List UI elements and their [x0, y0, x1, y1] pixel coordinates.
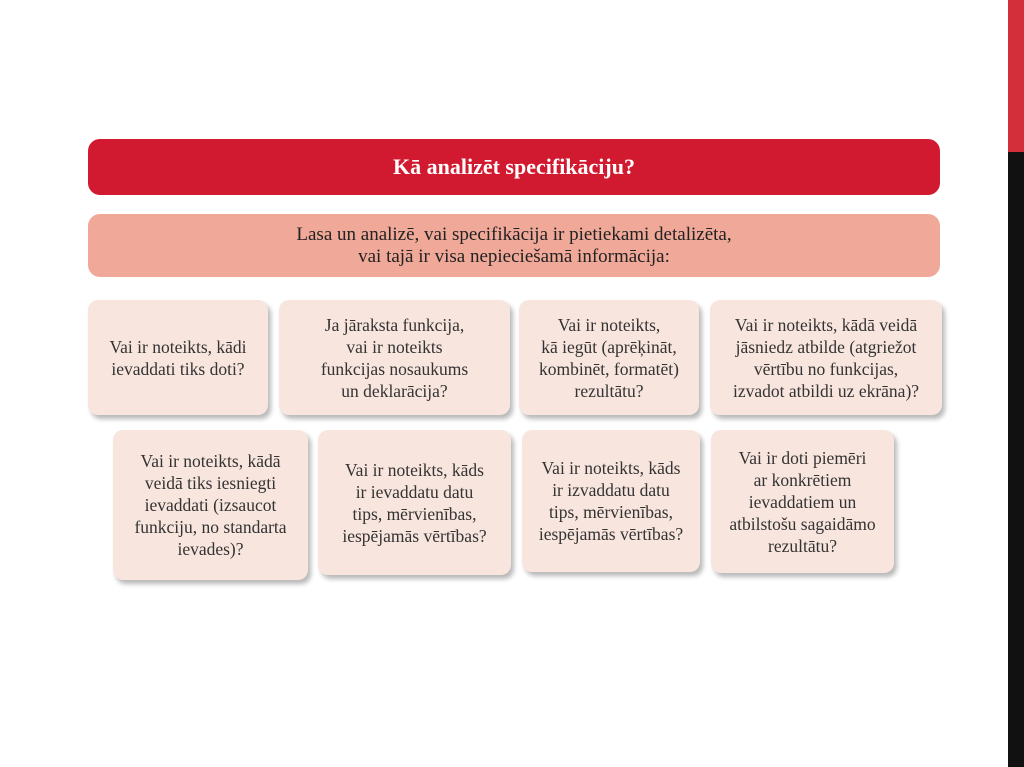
card-line: izvadot atbildi uz ekrāna)? — [732, 380, 920, 401]
card-line: ievades)? — [177, 539, 244, 559]
card-line: tips, mērvienības, — [549, 502, 673, 522]
slide-title-bar — [88, 139, 940, 195]
card-line: Vai ir noteikts, — [557, 314, 661, 335]
card-line: rezultātu? — [768, 535, 837, 556]
card-line: ir izvaddatu datu — [552, 480, 670, 500]
card-line: iespējamās vērtības? — [538, 524, 684, 544]
slide-edge-accent-black — [1008, 152, 1024, 767]
card-line: ievaddatiem un — [748, 491, 857, 512]
card-line: vērtību no funkcijas, — [753, 358, 899, 379]
card-line: kā iegūt (aprēķināt, — [541, 336, 677, 357]
card-line: kombinēt, formatēt) — [539, 358, 679, 379]
card-line: veidā tiks iesniegti — [144, 473, 277, 493]
card-line: ir ievaddatu datu — [355, 481, 474, 502]
card-line: un deklarācija? — [341, 380, 448, 401]
question-card-input-data — [88, 300, 268, 415]
slide-title: Kā analizēt specifikāciju? — [393, 154, 635, 179]
card-line: rezultātu? — [574, 380, 644, 401]
subtitle-bar — [88, 214, 940, 277]
question-card-answer-format — [710, 300, 942, 415]
card-line: funkciju, no standarta — [134, 517, 287, 537]
card-line: ievaddati tiks doti? — [111, 358, 245, 379]
card-line: Ja jāraksta funkcija, — [324, 314, 465, 335]
card-line: Vai ir noteikts, kādā — [140, 451, 281, 471]
card-line: iespējamās vērtības? — [342, 525, 487, 546]
subtitle-line: vai tajā ir visa nepieciešamā informācija: — [358, 245, 670, 267]
card-line: ievaddati (izsaucot — [144, 495, 277, 515]
card-line: funkcijas nosaukums — [320, 358, 469, 379]
subtitle-line: Lasa un analizē, vai specifikācija ir pietiekami detalizēta, — [296, 223, 732, 245]
question-card-input-type — [318, 430, 511, 575]
slide-edge-accent-red — [1008, 0, 1024, 152]
card-line: jāsniedz atbilde (atgriežot — [735, 336, 917, 357]
card-line: tips, mērvienības, — [352, 503, 477, 524]
card-line: atbilstošu sagaidāmo — [729, 513, 876, 534]
card-line: Vai ir noteikts, kādi — [109, 336, 247, 357]
question-card-output-type — [522, 430, 700, 572]
question-card-obtain-result — [519, 300, 699, 415]
card-line: ar konkrētiem — [753, 469, 852, 490]
card-line: Vai ir noteikts, kādā veidā — [734, 314, 918, 335]
card-line: vai ir noteikts — [346, 336, 443, 357]
question-card-input-method — [113, 430, 308, 580]
question-card-examples — [711, 430, 894, 573]
card-line: Vai ir noteikts, kāds — [344, 459, 484, 480]
question-card-function-declaration — [279, 300, 510, 415]
card-line: Vai ir doti piemēri — [738, 447, 867, 468]
card-line: Vai ir noteikts, kāds — [541, 458, 681, 478]
